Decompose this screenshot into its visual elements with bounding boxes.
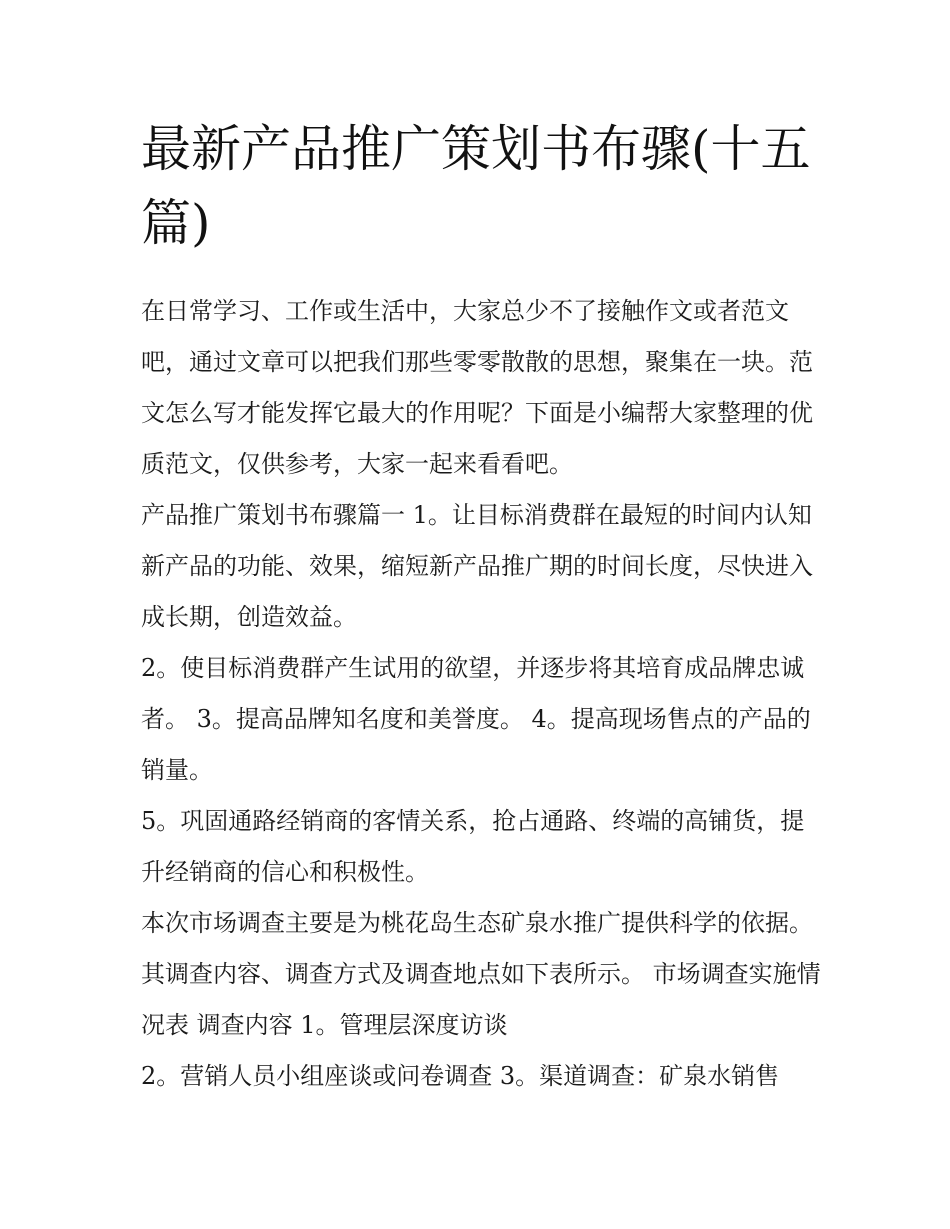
- paragraph-survey-items: 2。营销人员小组座谈或问卷调查 3。渠道调查：矿泉水销售: [141, 1062, 780, 1090]
- paragraph-goal-2-4: 2。使目标消费群产生试用的欲望，并逐步将其培育成品牌忠诚者。 3。提高品牌知名度和美誉度。 4。提高现场售点的产品的销量。: [141, 654, 811, 784]
- paragraph-intro: 在日常学习、工作或生活中，大家总少不了接触作文或者范文吧，通过文章可以把我们那些零零散散的思想，聚集在一块。范文怎么写才能发挥它最大的作用呢？下面是小编帮大家整理的优质范文，仅供参考，大家一起来看看吧。: [141, 297, 813, 478]
- document-page: [141, 112, 821, 1102]
- paragraph-goal-5: 5。巩固通路经销商的客情关系，抢占通路、终端的高铺货，提升经销商的信心和积极性。: [141, 807, 805, 886]
- document-body: [141, 286, 821, 1102]
- document-title: 最新产品推广策划书布骤(十五篇): [141, 120, 811, 252]
- paragraph-chapter-one: 产品推广策划书布骤篇一 1。让目标消费群在最短的时间内认知新产品的功能、效果，缩短新产品推广期的时间长度，尽快进入成长期，创造效益。: [141, 501, 813, 631]
- paragraph-market-survey: 本次市场调查主要是为桃花岛生态矿泉水推广提供科学的依据。其调查内容、调查方式及调查地点如下表所示。 市场调查实施情况表 调查内容 1。管理层深度访谈: [141, 909, 821, 1039]
